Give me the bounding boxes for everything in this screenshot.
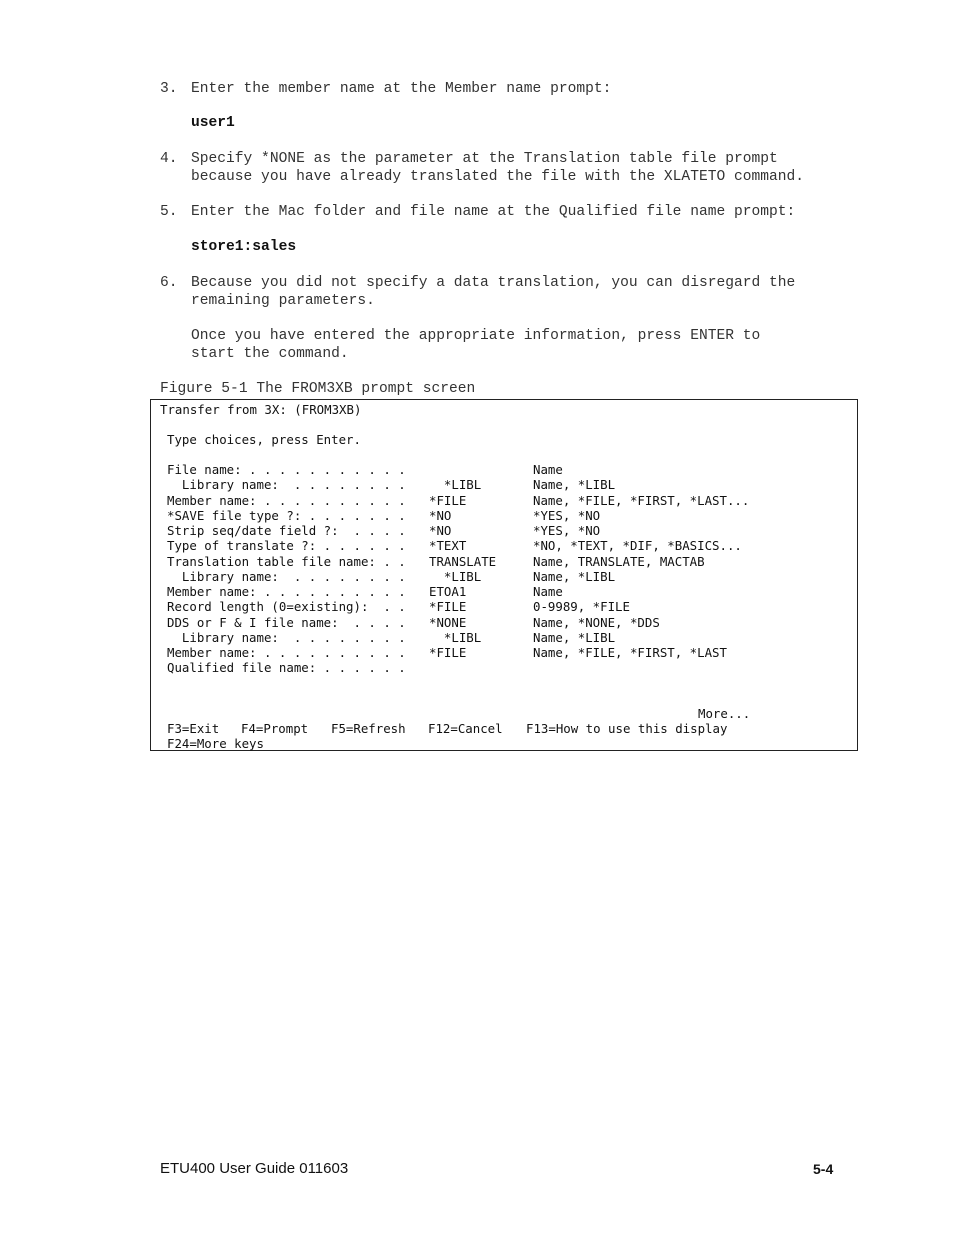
field-allowed-values: Name, *LIBL (533, 629, 616, 645)
field-label: Strip seq/date field ?: . . . . (167, 523, 406, 538)
function-key[interactable]: F3=Exit (167, 721, 220, 736)
step-3 (160, 81, 860, 134)
field-label: Library name: . . . . . . . . (167, 477, 406, 493)
field-label: Member name: . . . . . . . . . . (167, 645, 406, 660)
field-input[interactable]: *LIBL (429, 477, 482, 493)
step-number: 4. (160, 151, 178, 167)
function-key[interactable]: F4=Prompt (241, 721, 309, 736)
page-number: 5-4 (813, 1161, 834, 1177)
field-label: Record length (0=existing): . . (167, 599, 406, 615)
field-input[interactable]: *FILE (429, 599, 467, 615)
field-label: Type of translate ?: . . . . . . (167, 538, 406, 554)
field-allowed-values: *YES, *NO (533, 523, 601, 538)
note-text: Once you have entered the appropriate information, press ENTER to (191, 328, 761, 344)
field-label: Qualified file name: . . . . . . (167, 660, 406, 676)
function-key[interactable]: F5=Refresh (331, 721, 406, 736)
step-number: 3. (160, 81, 178, 97)
footer-doc-title: ETU400 User Guide 011603 (160, 1160, 349, 1177)
step-text: Specify *NONE as the parameter at the Translation table file prompt (191, 151, 778, 167)
field-input[interactable]: *NO (429, 523, 452, 538)
field-label: Translation table file name: . . (167, 553, 406, 569)
field-label: File name: . . . . . . . . . . . (167, 462, 406, 477)
function-key[interactable]: F12=Cancel (428, 721, 503, 736)
figure-caption: Figure 5-1 The FROM3XB prompt screen (160, 381, 476, 397)
field-label: Library name: . . . . . . . . (167, 568, 406, 584)
step-text: remaining parameters. (191, 292, 375, 309)
field-allowed-values: *NO, *TEXT, *DIF, *BASICS... (533, 538, 742, 554)
field-input[interactable]: *LIBL (429, 629, 482, 645)
field-input[interactable]: ETOA1 (429, 584, 467, 599)
field-input[interactable]: *FILE (429, 645, 467, 660)
field-label: DDS or F & I file name: . . . . (167, 614, 406, 630)
field-input[interactable]: *LIBL (429, 568, 482, 584)
note (160, 328, 860, 381)
field-allowed-values: Name, *NONE, *DDS (533, 614, 660, 630)
field-input[interactable]: *TEXT (429, 538, 467, 554)
field-label: Member name: . . . . . . . . . . (167, 492, 406, 508)
field-input[interactable]: TRANSLATE (429, 553, 497, 569)
field-allowed-values: Name, *FILE, *FIRST, *LAST (533, 645, 727, 660)
code-example-member: user1 (191, 115, 235, 131)
field-allowed-values: Name, *LIBL (533, 477, 616, 493)
code-example-qualified: store1:sales (191, 239, 297, 255)
function-key[interactable]: F13=How to use this display (526, 721, 728, 736)
field-allowed-values: *YES, *NO (533, 507, 601, 523)
screen-instruction: Type choices, press Enter. (167, 432, 361, 447)
field-label: *SAVE file type ?: . . . . . . . (167, 507, 406, 523)
field-allowed-values: Name, *FILE, *FIRST, *LAST... (533, 492, 750, 508)
field-input[interactable]: *NO (429, 507, 452, 523)
fkey-f24[interactable]: F24=More keys (167, 736, 264, 751)
screen-title: Transfer from 3X: (FROM3XB) (160, 402, 362, 417)
field-allowed-values: 0-9989, *FILE (533, 599, 630, 615)
step-text: Enter the member name at the Member name prompt: (191, 81, 612, 97)
step-text: Because you did not specify a data translation, you can disregard the (191, 275, 796, 291)
field-allowed-values: Name (533, 462, 563, 477)
step-text: because you have already translated the file with the XLATETO command. (191, 168, 805, 185)
field-label: Member name: . . . . . . . . . . (167, 584, 406, 599)
field-label: Library name: . . . . . . . . (167, 629, 406, 645)
note-text: start the command. (191, 345, 349, 362)
field-allowed-values: Name, *LIBL (533, 568, 616, 584)
field-input[interactable]: *NONE (429, 614, 467, 630)
step-number: 5. (160, 204, 178, 220)
field-allowed-values: Name, TRANSLATE, MACTAB (533, 553, 705, 569)
field-allowed-values: Name (533, 584, 563, 599)
field-input[interactable]: *FILE (429, 492, 467, 508)
terminal-screen (150, 399, 858, 751)
more-indicator: More... (698, 706, 751, 721)
step-text: Enter the Mac folder and file name at the Qualified file name prompt: (191, 204, 796, 220)
step-number: 6. (160, 275, 178, 291)
